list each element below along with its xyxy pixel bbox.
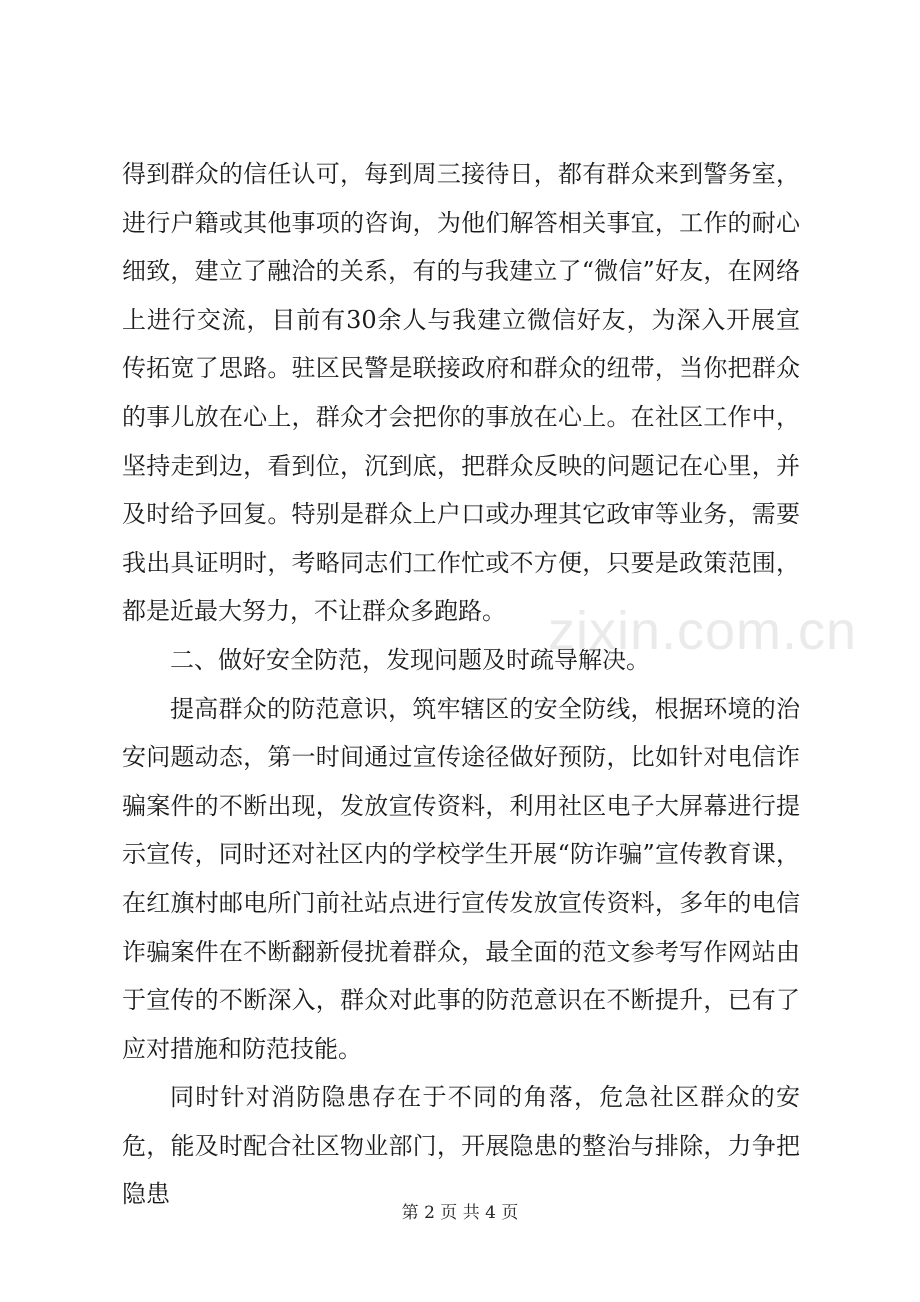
section-heading: 二、做好安全防范，发现问题及时疏导解决。 [170,645,650,674]
paragraph: 提高群众的防范意识，筑牢辖区的安全防线，根据环境的治安问题动态，第一时间通过宣传途径做好预防，比如针对电信诈骗案件的不断出现，发放宣传资料，利用社区电子大屏幕进行提示宣传，同时还对社区内的学校学生开展“防诈骗”宣传教育课，在红旗村邮电所门前社站点进行宣传发放宣传资料，多年的电信诈骗案件在不断翻新侵扰着群众，最全面的范文参考写作网站由于宣传的不断深入，群众对此事的防范意识在不断提升，已有了应对措施和防范技能。 [122,694,800,1063]
document-body [122,150,800,1219]
watermark: zixin.com.cn [548,601,858,661]
paragraph-continued: 得到群众的信任认可，每到周三接待日，都有群众来到警务室，进行户籍或其他事项的咨询，为他们解答相关事宜，工作的耐心细致，建立了融洽的关系，有的与我建立了“微信”好友，在网络上进行交流，目前有30余人与我建立微信好友，为深入开展宣传拓宽了思路。驻区民警是联接政府和群众的纽带，当你把群众的事儿放在心上，群众才会把你的事放在心上。在社区工作中，坚持走到边，看到位，沉到底，把群众反映的问题记在心里，并及时给予回复。特别是群众上户口或办理其它政审等业务，需要我出具证明时，考略同志们工作忙或不方便，只要是政策范围，都是近最大努力，不让群众多跑路。 [122,160,800,626]
paragraph: 同时针对消防隐患存在于不同的角落，危急社区群众的安危，能及时配合社区物业部门，开展隐患的整治与排除，力争把隐患 [122,1083,800,1209]
page-footer: 第 2 页 共 4 页 [401,1203,519,1223]
